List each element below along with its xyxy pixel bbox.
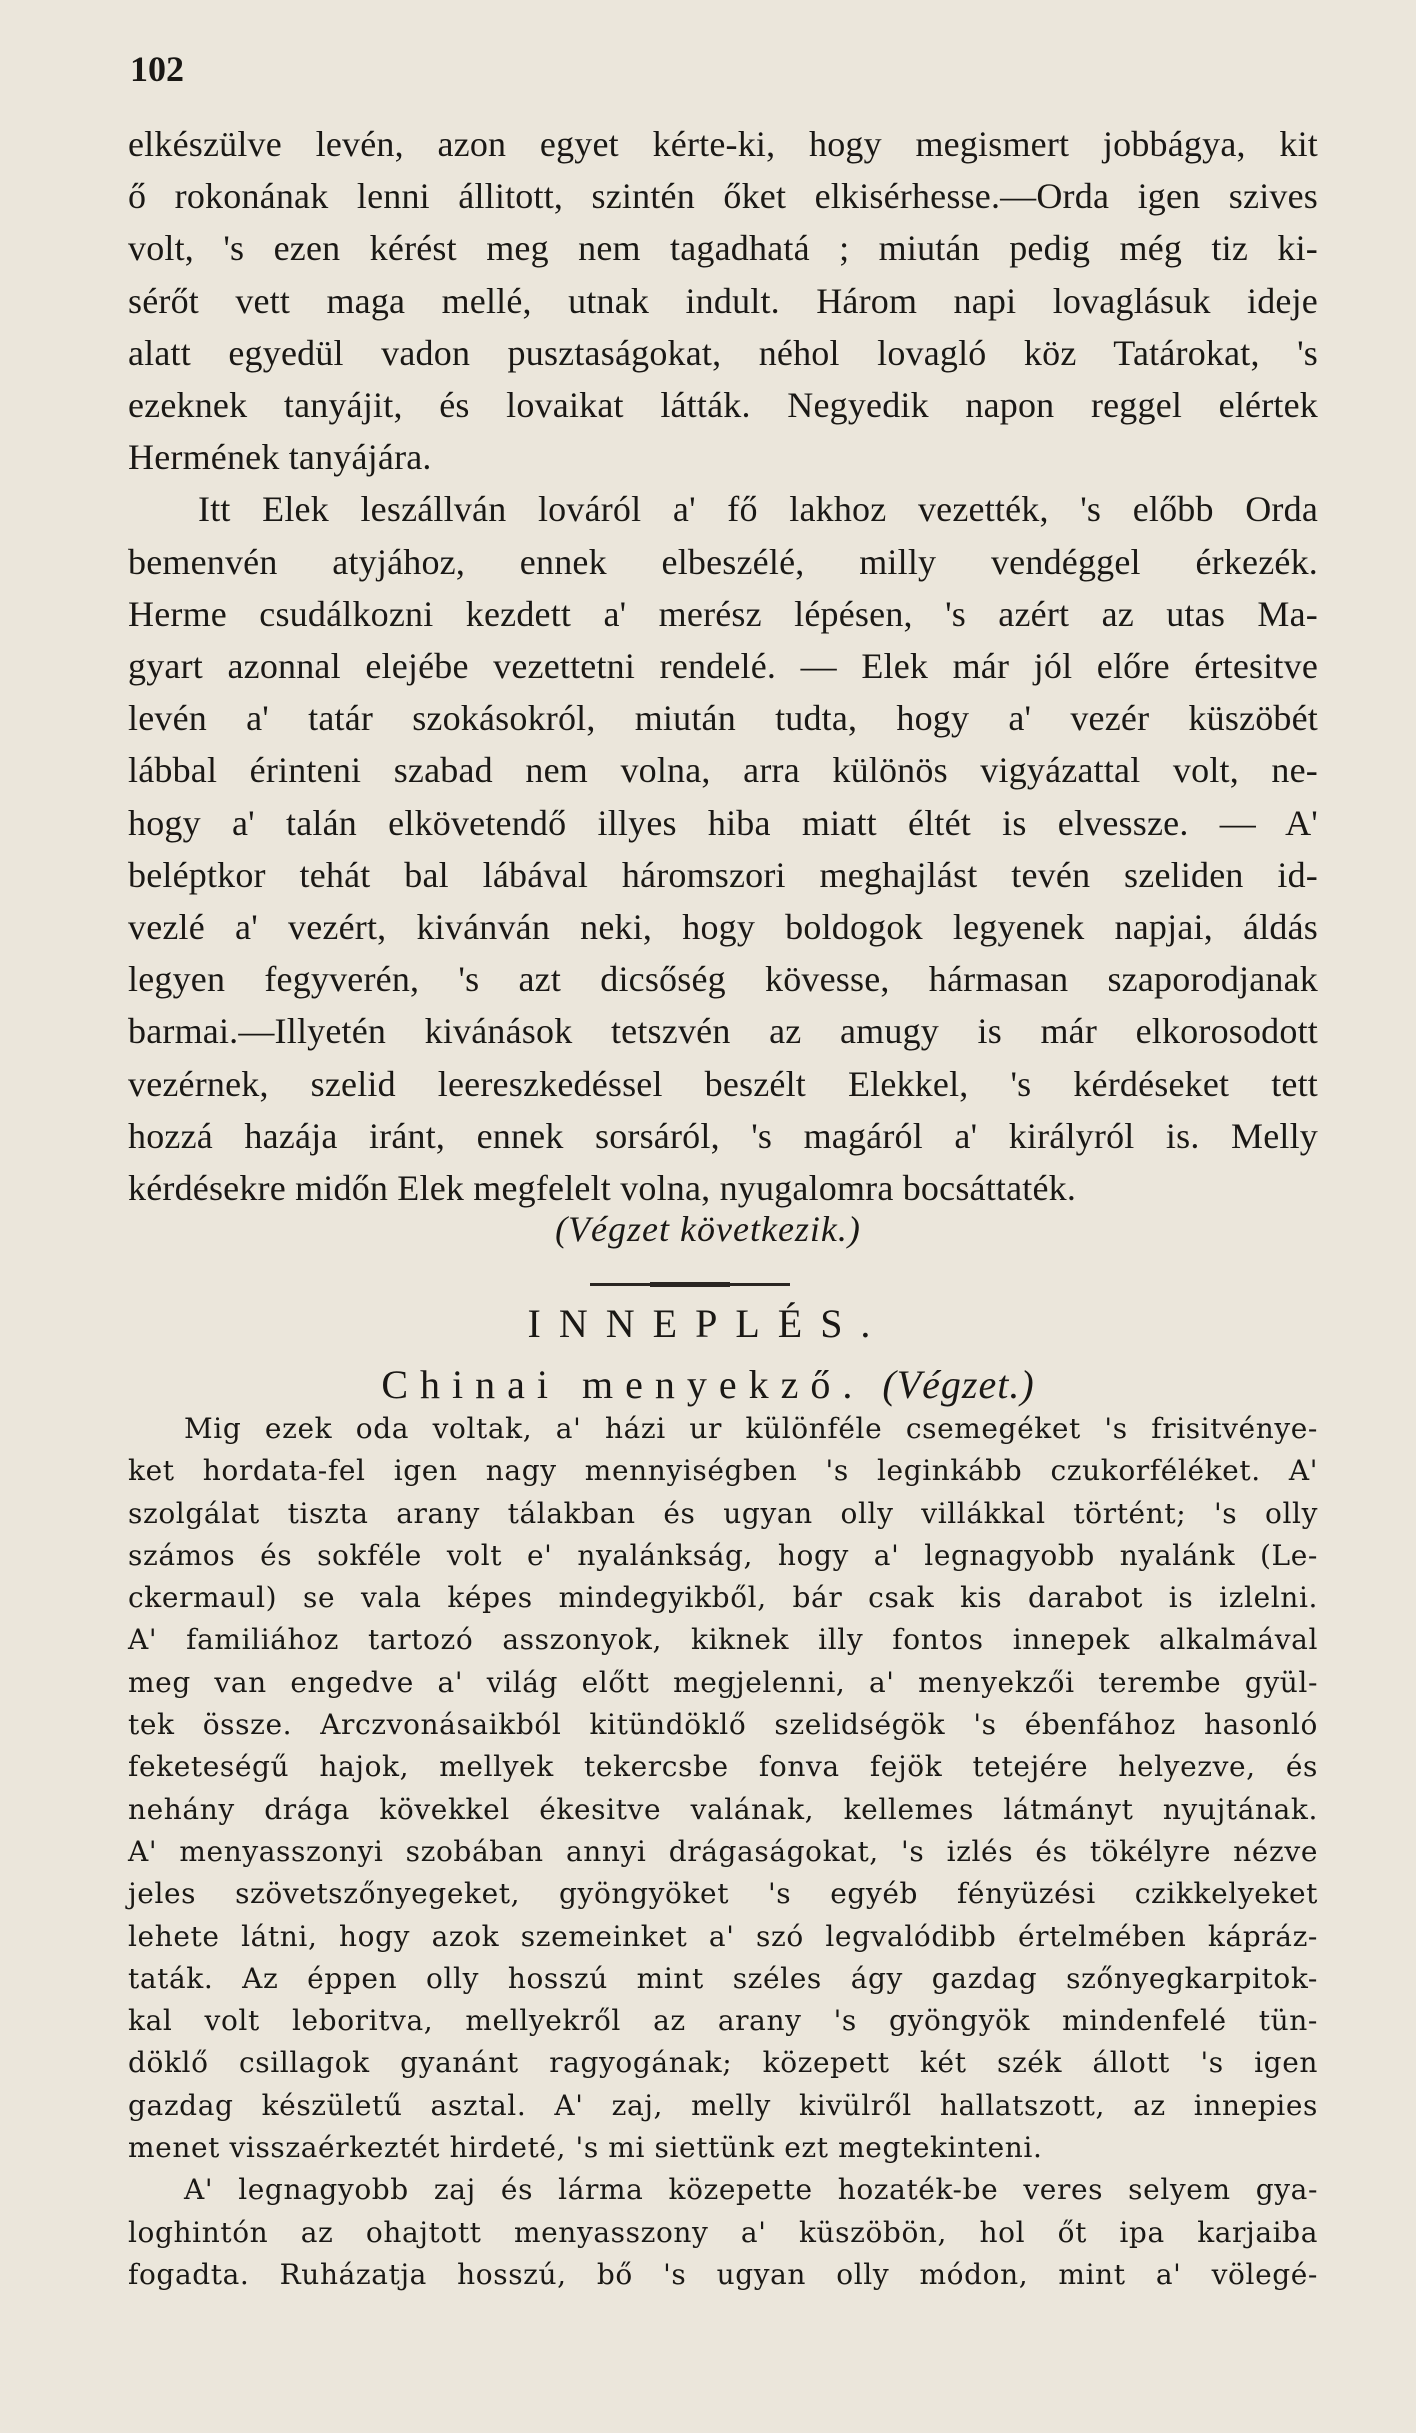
story-line: vezérnek, szelid leereszkedéssel beszélt Elekkel, 's kérdéseket tett [128, 1063, 1318, 1104]
story-line: levén a' tatár szokásokról, miután tudta, hogy a' vezér küszöbét [128, 698, 1318, 739]
article-line: A' legnagyobb zaj és lárma közepette hozaték-be veres selyem gya- [184, 2173, 1318, 2207]
article-line: A' familiához tartozó asszonyok, kiknek illy fontos innepek alkalmával [128, 1623, 1318, 1657]
story-line: bemenvén atyjához, ennek elbeszélé, milly vendéggel érkezék. [128, 541, 1318, 582]
article-line: szolgálat tiszta arany tálakban és ugyan olly villákkal történt; 's olly [128, 1496, 1318, 1530]
article-line: lehete látni, hogy azok szemeinket a' szó legvalódibb értelmében kápráz- [128, 1919, 1318, 1953]
article-subtitle-text: Chinai menyekző. [381, 1362, 865, 1407]
story-line: hogy a' talán elkövetendő illyes hiba miatt éltét is elvessze. — A' [128, 802, 1318, 843]
article-line: menet visszaérkeztét hirdeté, 's mi siettünk ezt megtekinteni. [128, 2131, 1043, 2165]
story-line: vezlé a' vezért, kivánván neki, hogy boldogok legyenek napjai, áldás [128, 907, 1318, 948]
article-line: kal volt leboritva, mellyekről az arany 's gyöngyök mindenfelé tün- [128, 2004, 1318, 2038]
story-line: Hermének tanyájára. [128, 437, 432, 478]
article-line: ckermaul) se vala képes mindegyikből, bár csak kis darabot is izlelni. [128, 1581, 1318, 1615]
section-title: INNEPLÉS. [527, 1301, 889, 1346]
story-line: hozzá hazája iránt, ennek sorsáról, 's magáról a' királyról is. Melly [128, 1115, 1318, 1156]
article-subtitle [0, 1361, 1416, 1408]
story-line: sérőt vett maga mellé, utnak indult. Három napi lovaglásuk ideje [128, 280, 1318, 321]
story-line: legyen fegyverén, 's azt dicsőség kövesse, hármasan szaporodjanak [128, 959, 1318, 1000]
story-line: Herme csudálkozni kezdett a' merész lépésen, 's azért az utas Ma- [128, 593, 1318, 634]
article-line: Mig ezek oda voltak, a' házi ur különféle csemegéket 's frisitvénye- [184, 1412, 1318, 1445]
article-line: döklő csillagok gyanánt ragyogának; közepett két szék állott 's igen [128, 2046, 1318, 2080]
continuation-note: (Végzet következik.) [555, 1209, 861, 1249]
article-line: fogadta. Ruházatja hosszú, bő 's ugyan olly módon, mint a' völegé- [128, 2257, 1318, 2291]
story-line: volt, 's ezen kérést meg nem tagadhatá ; miután pedig még tiz ki- [128, 228, 1318, 269]
story-line: gyart azonnal elejébe vezettetni rendelé. — Elek már jól előre értesitve [128, 646, 1318, 687]
story-line: elkészülve levén, azon egyet kérte-ki, hogy megismert jobbágya, kit [128, 124, 1318, 164]
article-line: meg van engedve a' világ előtt megjelenni, a' menyekzői terembe gyül- [128, 1665, 1318, 1699]
article-line: tek össze. Arczvonásaikból kitündöklő szelidségök 's ébenfához hasonló [128, 1708, 1318, 1742]
article-line: jeles szövetszőnyegeket, gyöngyöket 's egyéb fényüzési czikkelyeket [128, 1877, 1318, 1911]
story-line: kérdésekre midőn Elek megfelelt volna, nyugalomra bocsáttaték. [128, 1168, 1077, 1209]
article-line: nehány drága kövekkel ékesitve valának, kellemes látmányt nyujtának. [128, 1792, 1318, 1826]
article-line: loghintón az ohajtott menyasszony a' küszöbön, hol őt ipa karjaiba [128, 2215, 1318, 2249]
story-line: barmai.—Illyetén kivánások tetszvén az amugy is már elkorosodott [128, 1011, 1318, 1052]
article-text [128, 1408, 1318, 2296]
story-line: beléptkor tehát bal lábával háromszori meghajlást tevén szeliden id- [128, 854, 1318, 895]
article-line: taták. Az éppen olly hosszú mint széles ágy gazdag szőnyegkarpitok- [128, 1961, 1318, 1995]
story-line: ő rokonának lenni állitott, szintén őket elkisérhesse.—Orda igen szives [128, 176, 1318, 217]
page-number: 102 [130, 49, 184, 89]
section-divider-center [650, 1282, 730, 1287]
story-line: ezeknek tanyájit, és lovaikat látták. Negyedik napon reggel elértek [128, 385, 1318, 426]
article-line: feketeségű hajok, mellyek tekercsbe fonva fejök tetejére helyezve, és [128, 1750, 1318, 1784]
story-line: Itt Elek leszállván lováról a' fő lakhoz vezették, 's előbb Orda [198, 489, 1318, 530]
article-line: ket hordata-fel igen nagy mennyiségben 's leginkább czukorféléket. A' [128, 1454, 1318, 1488]
article-line: számos és sokféle volt e' nyalánkság, hogy a' legnagyobb nyalánk (Le- [128, 1538, 1318, 1572]
story-line: lábbal érinteni szabad nem volna, arra különös vigyázattal volt, ne- [128, 750, 1318, 791]
story-line: alatt egyedül vadon pusztaságokat, néhol lovagló köz Tatárokat, 's [128, 332, 1318, 373]
article-line: A' menyasszonyi szobában annyi drágaságokat, 's izlés és tökélyre nézve [128, 1834, 1318, 1868]
story-text [128, 118, 1318, 1214]
article-subtitle-note: (Végzet.) [882, 1362, 1035, 1407]
article-line: gazdag készületű asztal. A' zaj, melly kivülről hallatszott, az innepies [128, 2088, 1318, 2122]
